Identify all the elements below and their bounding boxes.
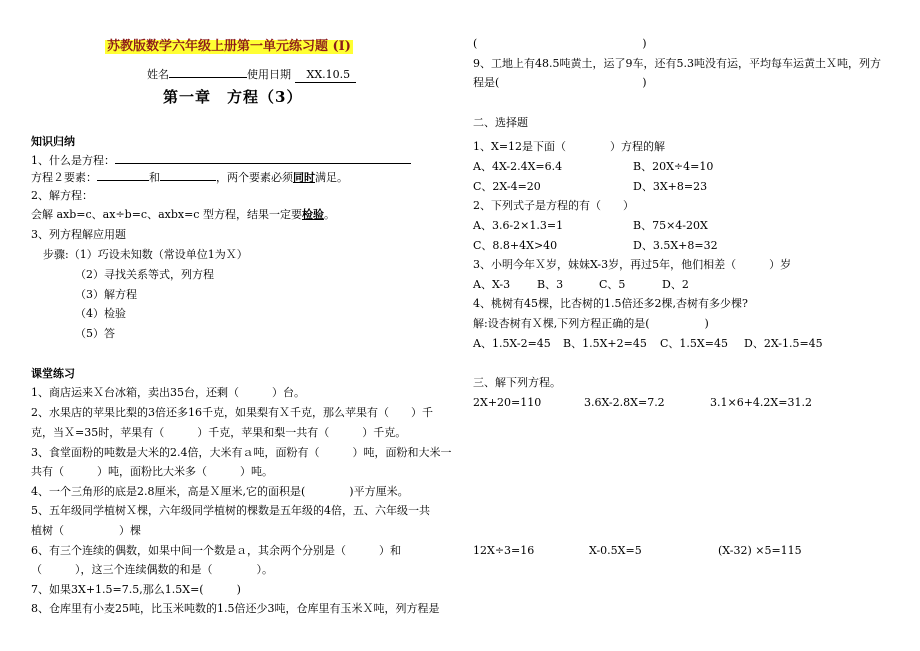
step-1: 步骤:（1）巧设未知数（常设单位1为Ｘ） bbox=[43, 248, 248, 261]
worksheet-title: 苏教版数学六年级上册第一单元练习题 (I) bbox=[107, 39, 351, 54]
choice-4-d: D、2X-1.5=45 bbox=[744, 337, 823, 350]
solve-heading: 三、解下列方程。 bbox=[473, 376, 561, 389]
practice-4: 4、一个三角形的底是2.8厘米，高是Ｘ厘米,它的面积是( )平方厘米。 bbox=[31, 485, 409, 498]
answer-paren-8: ( ) bbox=[473, 37, 647, 50]
choice-4-prompt: 解:设杏树有Ｘ棵,下列方程正确的是( ) bbox=[473, 317, 709, 330]
equation-2: 3.6X-2.8X=7.2 bbox=[584, 396, 665, 409]
name-blank bbox=[169, 67, 247, 78]
practice-6a: 6、有三个连续的偶数，如果中间一个数是ａ，其余两个分别是（ ）和 bbox=[31, 544, 401, 557]
practice-5b: 植树（ ）棵 bbox=[31, 524, 141, 537]
practice-heading: 课堂练习 bbox=[31, 367, 75, 380]
choice-2-b: B、75×4-20X bbox=[633, 219, 708, 232]
choice-3-c: C、5 bbox=[599, 278, 626, 291]
practice-1: 1、商店运来Ｘ台冰箱，卖出35台，还剩（ ）台。 bbox=[31, 386, 305, 399]
choice-3-d: D、2 bbox=[662, 278, 689, 291]
knowledge-2b: 会解 axb=c、ax÷b=c、axbx=c 型方程，结果一定要检验。 bbox=[31, 208, 335, 221]
knowledge-1: 1、什么是方程： bbox=[31, 153, 411, 168]
knowledge-2: 2、解方程： bbox=[31, 189, 93, 202]
choice-3: 3、小明今年Ｘ岁，妹妹X-3岁，再过5年，他们相差（ ）岁 bbox=[473, 258, 792, 271]
choice-heading: 二、选择题 bbox=[473, 116, 528, 129]
practice-3b: 共有（ ）吨，面粉比大米多（ ）吨。 bbox=[31, 465, 273, 478]
choice-2-d: D、3.5X+8=32 bbox=[633, 239, 718, 252]
chapter-title: 第一章 方程（3） bbox=[163, 88, 303, 106]
choice-2-a: A、3.6-2×1.3=1 bbox=[473, 219, 564, 232]
equation-3: 3.1×6+4.2X=31.2 bbox=[710, 396, 812, 409]
practice-3a: 3、食堂面粉的吨数是大米的2.4倍，大米有ａ吨，面粉有（ ）吨，面粉和大米一 bbox=[31, 446, 452, 459]
element-blank-1 bbox=[97, 170, 149, 181]
practice-8: 8、仓库里有小麦25吨，比玉米吨数的1.5倍还少3吨，仓库里有玉米Ｘ吨，列方程是 bbox=[31, 602, 440, 615]
choice-1-b: B、20X÷4=10 bbox=[633, 160, 714, 173]
definition-blank bbox=[115, 153, 411, 164]
choice-4-c: C、1.5X=45 bbox=[660, 337, 728, 350]
choice-4-b: B、1.5X+2=45 bbox=[563, 337, 647, 350]
equation-6: (X-32) ×5=115 bbox=[718, 544, 802, 557]
choice-3-b: B、3 bbox=[537, 278, 564, 291]
choice-1: 1、X=12是下面（ ）方程的解 bbox=[473, 140, 666, 153]
choice-1-a: A、4X-2.4X=6.4 bbox=[473, 160, 563, 173]
practice-2a: 2、水果店的苹果比梨的3倍还多16千克，如果梨有Ｘ千克，那么苹果有（ ）千 bbox=[31, 406, 433, 419]
practice-9b: 程是( ) bbox=[473, 76, 647, 89]
practice-9a: 9、工地上有48.5吨黄土，运了9车，还有5.3吨没有运，平均每车运黄土Ｘ吨，列方 bbox=[473, 57, 881, 70]
name-label: 姓名 bbox=[147, 68, 169, 81]
equation-5: X-0.5X=5 bbox=[589, 544, 642, 557]
equation-1: 2X+20=110 bbox=[473, 396, 542, 409]
practice-5a: 5、五年级同学植树Ｘ棵，六年级同学植树的棵数是五年级的4倍，五、六年级一共 bbox=[31, 504, 430, 517]
equation-4: 12X÷3=16 bbox=[473, 544, 535, 557]
choice-4: 4、桃树有45棵，比杏树的1.5倍还多2棵,杏树有多少棵? bbox=[473, 297, 748, 310]
date-label: 使用日期 bbox=[247, 68, 291, 81]
practice-6b: （ ），这三个连续偶数的和是（ ）。 bbox=[31, 563, 273, 576]
choice-3-a: A、X-3 bbox=[473, 278, 511, 291]
choice-2: 2、下列式子是方程的有（ ） bbox=[473, 199, 634, 212]
step-4: （4）检验 bbox=[75, 307, 126, 320]
choice-1-c: C、2X-4=20 bbox=[473, 180, 541, 193]
element-blank-2 bbox=[160, 170, 216, 181]
step-3: （3）解方程 bbox=[75, 288, 137, 301]
choice-2-c: C、8.8+4X>40 bbox=[473, 239, 558, 252]
practice-2b: 克，当Ｘ=35时，苹果有（ ）千克，苹果和梨一共有（ ）千克。 bbox=[31, 426, 407, 439]
knowledge-1b: 方程２要素： 和 ，两个要素必须同时满足。 bbox=[31, 171, 348, 184]
knowledge-heading: 知识归纳 bbox=[31, 135, 75, 148]
date-value: XX.10.5 bbox=[295, 68, 357, 83]
choice-1-d: D、3X+8=23 bbox=[633, 180, 708, 193]
knowledge-3: 3、列方程解应用题 bbox=[31, 228, 126, 241]
step-5: （5）答 bbox=[75, 327, 115, 340]
practice-7: 7、如果3X+1.5=7.5,那么1.5X=( ) bbox=[31, 583, 241, 596]
step-2: （2）寻找关系等式，列方程 bbox=[75, 268, 214, 281]
choice-4-a: A、1.5X-2=45 bbox=[473, 337, 551, 350]
name-date-line bbox=[147, 67, 356, 83]
